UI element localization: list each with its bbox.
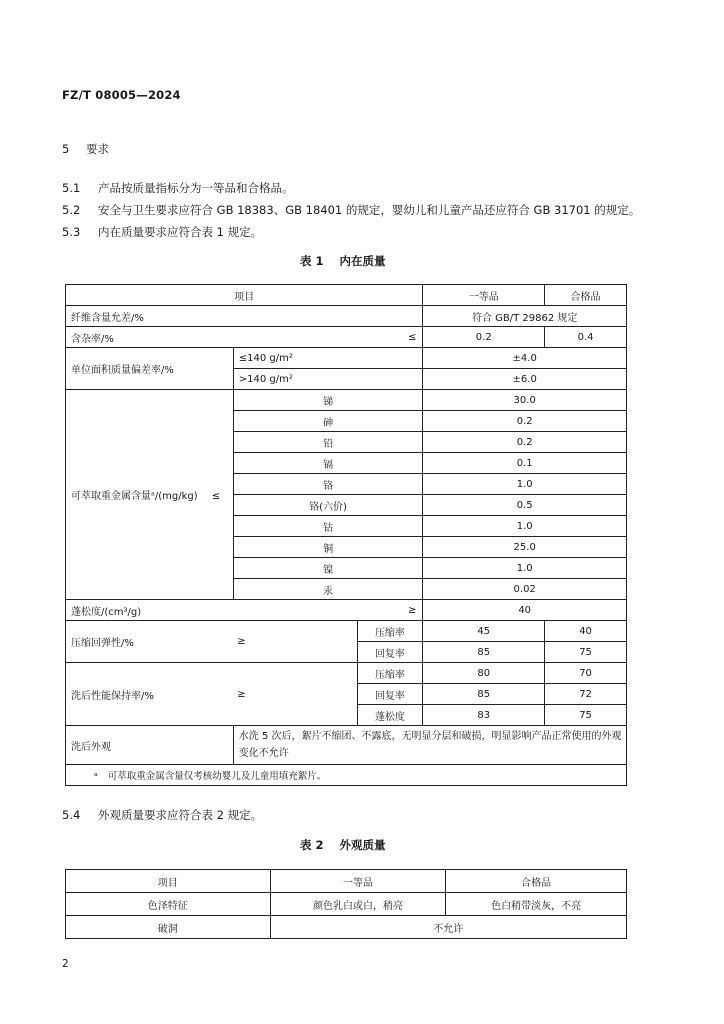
after-wash-first: 85 xyxy=(423,684,545,705)
metals-label xyxy=(66,390,234,600)
header-first-grade: 一等品 xyxy=(423,285,545,306)
metal-name: 砷 xyxy=(233,411,423,432)
table1-caption xyxy=(300,253,386,269)
compress-sub-name: 压缩率 xyxy=(357,621,423,642)
wash-appearance-label: 洗后外观 xyxy=(66,726,234,765)
metal-limit: 0.2 xyxy=(423,411,627,432)
metals-symbol: ≤ xyxy=(211,491,221,502)
row-item: 色泽特征 xyxy=(66,893,271,916)
metal-limit: 30.0 xyxy=(423,390,627,411)
compress-label: 压缩回弹性/% xyxy=(66,621,234,663)
table-number: 表 2 xyxy=(300,838,324,852)
header-qualified: 合格品 xyxy=(545,285,627,306)
table2-caption xyxy=(300,837,386,853)
table-row xyxy=(66,726,627,765)
metal-limit: 0.1 xyxy=(423,453,627,474)
clause-5-1 xyxy=(62,180,294,196)
mass-deviation-label: 单位面积质量偏差率/% xyxy=(66,348,234,390)
after-wash-sub-name: 蓬松度 xyxy=(357,705,423,726)
after-wash-first: 83 xyxy=(423,705,545,726)
header-first-grade: 一等品 xyxy=(270,870,446,893)
after-wash-sub-name: 回复率 xyxy=(357,684,423,705)
after-wash-qualified: 75 xyxy=(545,705,627,726)
table-number: 表 1 xyxy=(300,254,324,268)
impurity-label: 含杂率/% xyxy=(66,327,358,348)
table-header-row xyxy=(66,870,627,893)
metal-limit: 1.0 xyxy=(423,558,627,579)
clause-number: 5.2 xyxy=(62,203,81,217)
header-qualified: 合格品 xyxy=(446,870,627,893)
after-wash-symbol: ≥ xyxy=(233,663,357,726)
metal-name: 锑 xyxy=(233,390,423,411)
metal-limit: 1.0 xyxy=(423,474,627,495)
table-row xyxy=(66,621,627,642)
table-internal-quality xyxy=(65,284,627,786)
metal-name: 铅 xyxy=(233,432,423,453)
fiber-label: 纤维含量允差/% xyxy=(66,306,423,327)
table-row xyxy=(66,390,627,411)
row-first: 颜色乳白或白，稍亮 xyxy=(270,893,446,916)
row-both: 不允许 xyxy=(270,916,626,939)
fiber-value: 符合 GB/T 29862 规定 xyxy=(423,306,627,327)
standard-number: FZ/T 08005—2024 xyxy=(62,88,181,102)
table-row xyxy=(66,306,627,327)
metal-limit: 1.0 xyxy=(423,516,627,537)
metal-limit: 0.5 xyxy=(423,495,627,516)
table-row xyxy=(66,663,627,684)
clause-5-2 xyxy=(62,202,640,218)
metals-label-text: 可萃取重金属含量ᵃ/(mg/kg) xyxy=(71,491,198,502)
table-title: 内在质量 xyxy=(339,254,386,268)
table-header-row xyxy=(66,285,627,306)
table-title: 外观质量 xyxy=(339,838,386,852)
metal-limit: 25.0 xyxy=(423,537,627,558)
section-heading xyxy=(62,141,109,157)
clause-number: 5.3 xyxy=(62,225,81,239)
mass-condition: ≤140 g/m² xyxy=(233,348,423,369)
wash-appearance-text: 水洗 5 次后，絮片不缩团、不露底，无明显分层和破损，明显影响产品正常使用的外观变化不允许 xyxy=(233,726,626,765)
table-row xyxy=(66,600,627,621)
clause-text: 安全与卫生要求应符合 GB 18383、GB 18401 的规定，婴幼儿和儿童产品还应符合 GB 31701 的规定。 xyxy=(98,203,641,217)
compress-qualified: 75 xyxy=(545,642,627,663)
clause-5-4 xyxy=(62,807,262,823)
clause-text: 产品按质量指标分为一等品和合格品。 xyxy=(98,181,294,195)
after-wash-label: 洗后性能保持率/% xyxy=(66,663,234,726)
header-item: 项目 xyxy=(66,870,271,893)
loft-label: 蓬松度/(cm³/g) xyxy=(66,600,358,621)
section-number: 5 xyxy=(62,142,70,156)
header-item: 项目 xyxy=(66,285,423,306)
metal-limit: 0.2 xyxy=(423,432,627,453)
impurity-first: 0.2 xyxy=(423,327,545,348)
table-footnote xyxy=(66,765,627,786)
compress-symbol: ≥ xyxy=(233,621,357,663)
metal-name: 汞 xyxy=(233,579,423,600)
after-wash-qualified: 70 xyxy=(545,663,627,684)
compress-first: 85 xyxy=(423,642,545,663)
table-row xyxy=(66,893,627,916)
after-wash-sub-name: 压缩率 xyxy=(357,663,423,684)
mass-value: ±4.0 xyxy=(423,348,627,369)
after-wash-first: 80 xyxy=(423,663,545,684)
footnote-text: 可萃取重金属含量仅考核幼婴儿及儿童用填充絮片。 xyxy=(107,771,327,782)
table-row xyxy=(66,348,627,369)
loft-value: 40 xyxy=(423,600,627,621)
metal-name: 铬 xyxy=(233,474,423,495)
row-qualified: 色白稍带淡灰，不亮 xyxy=(446,893,627,916)
table-footnote-row xyxy=(66,765,627,786)
metal-name: 镍 xyxy=(233,558,423,579)
mass-value: ±6.0 xyxy=(423,369,627,390)
table-row xyxy=(66,916,627,939)
metal-limit: 0.02 xyxy=(423,579,627,600)
metal-name: 镉 xyxy=(233,453,423,474)
impurity-symbol: ≤ xyxy=(357,327,423,348)
clause-text: 内在质量要求应符合表 1 规定。 xyxy=(98,225,263,239)
impurity-qualified: 0.4 xyxy=(545,327,627,348)
metal-name: 铜 xyxy=(233,537,423,558)
clause-5-3 xyxy=(62,224,262,240)
compress-first: 45 xyxy=(423,621,545,642)
clause-number: 5.1 xyxy=(62,181,81,195)
footnote-mark: ᵃ xyxy=(94,771,98,782)
table-row xyxy=(66,327,627,348)
metal-name: 钴 xyxy=(233,516,423,537)
row-item: 破洞 xyxy=(66,916,271,939)
metal-name: 铬(六价) xyxy=(233,495,423,516)
table-appearance-quality xyxy=(65,869,627,939)
mass-condition: >140 g/m² xyxy=(233,369,423,390)
page-number: 2 xyxy=(62,958,69,970)
section-title: 要求 xyxy=(86,142,109,156)
clause-text: 外观质量要求应符合表 2 规定。 xyxy=(98,808,263,822)
after-wash-qualified: 72 xyxy=(545,684,627,705)
loft-symbol: ≥ xyxy=(357,600,423,621)
compress-qualified: 40 xyxy=(545,621,627,642)
clause-number: 5.4 xyxy=(62,808,81,822)
compress-sub-name: 回复率 xyxy=(357,642,423,663)
